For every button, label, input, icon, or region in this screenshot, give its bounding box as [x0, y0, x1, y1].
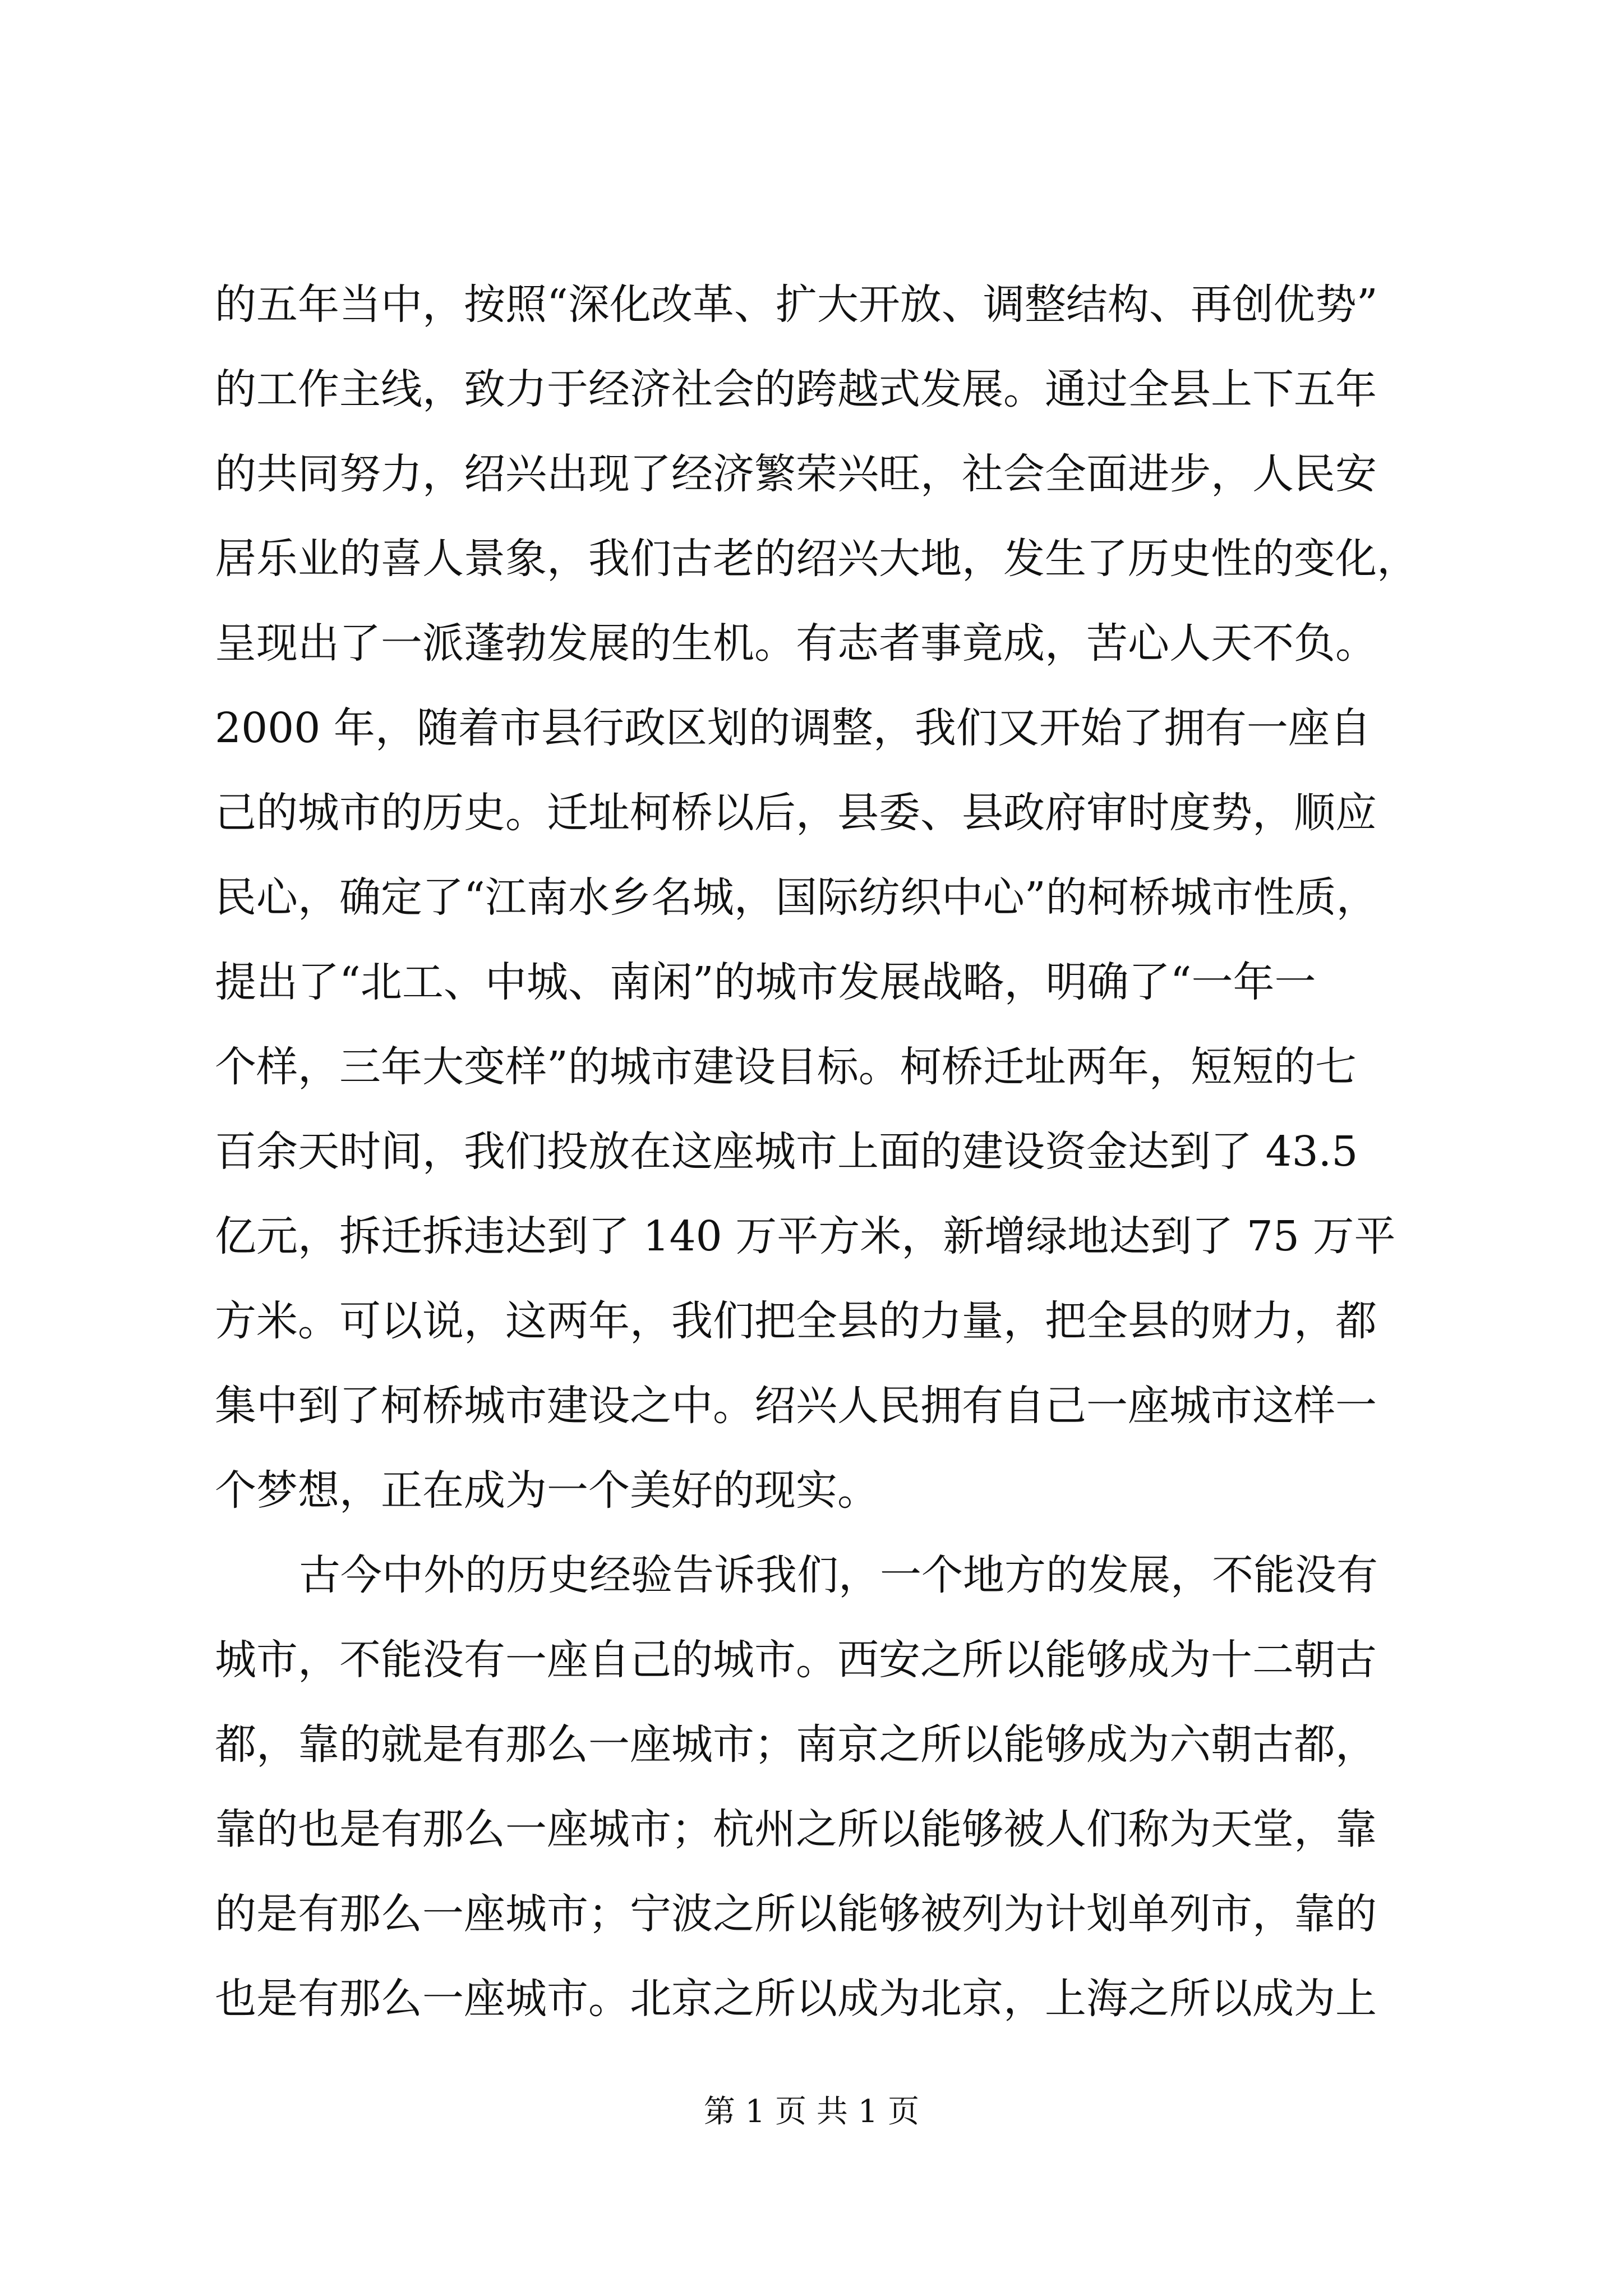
text-line: 居乐业的喜人景象，我们古老的绍兴大地，发生了历史性的变化， — [215, 535, 1418, 583]
text-line: 也是有那么一座城市。北京之所以成为北京，上海之所以成为上 — [215, 1975, 1377, 2023]
text-line: 的是有那么一座城市；宁波之所以能够被列为计划单列市，靠的 — [215, 1890, 1377, 1938]
text-line: 城市，不能没有一座自己的城市。西安之所以能够成为十二朝古 — [215, 1636, 1377, 1684]
text-line: 提出了“北工、中城、南闲”的城市发展战略，明确了“一年一 — [215, 958, 1316, 1006]
text-line: 的五年当中，按照“深化改革、扩大开放、调整结构、再创优势” — [215, 280, 1378, 329]
page-number-footer: 第 1 页 共 1 页 — [703, 2093, 920, 2130]
text-line: 的共同努力，绍兴出现了经济繁荣兴旺，社会全面进步，人民安 — [215, 450, 1377, 498]
text-line: 的工作主线，致力于经济社会的跨越式发展。通过全县上下五年 — [215, 365, 1377, 413]
text-line: 民心，确定了“江南水乡名城，国际纺织中心”的柯桥城市性质， — [215, 873, 1378, 922]
text-line: 集中到了柯桥城市建设之中。绍兴人民拥有自己一座城市这样一 — [215, 1382, 1377, 1430]
text-line: 己的城市的历史。迁址柯桥以后，县委、县政府审时度势，顺应 — [215, 789, 1377, 837]
text-line: 亿元，拆迁拆违达到了 140 万平方米，新增绿地达到了 75 万平 — [215, 1212, 1396, 1260]
text-line: 方米。可以说，这两年，我们把全县的力量，把全县的财力，都 — [215, 1297, 1377, 1345]
text-line: 个梦想，正在成为一个美好的现实。 — [215, 1466, 879, 1515]
text-line: 个样，三年大变样”的城市建设目标。柯桥迁址两年，短短的七 — [215, 1043, 1357, 1091]
paragraph-first-line: 古今中外的历史经验告诉我们，一个地方的发展，不能没有 — [299, 1551, 1378, 1599]
document-body — [215, 263, 1426, 2041]
text-line: 靠的也是有那么一座城市；杭州之所以能够被人们称为天堂，靠 — [215, 1805, 1377, 1853]
text-line: 百余天时间，我们投放在这座城市上面的建设资金达到了 43.5 — [215, 1128, 1358, 1176]
text-line: 呈现出了一派蓬勃发展的生机。有志者事竟成，苦心人天不负。 — [215, 619, 1377, 668]
text-line: 2000 年，随着市县行政区划的调整，我们又开始了拥有一座自 — [215, 704, 1371, 752]
text-line: 都，靠的就是有那么一座城市；南京之所以能够成为六朝古都， — [215, 1720, 1377, 1769]
